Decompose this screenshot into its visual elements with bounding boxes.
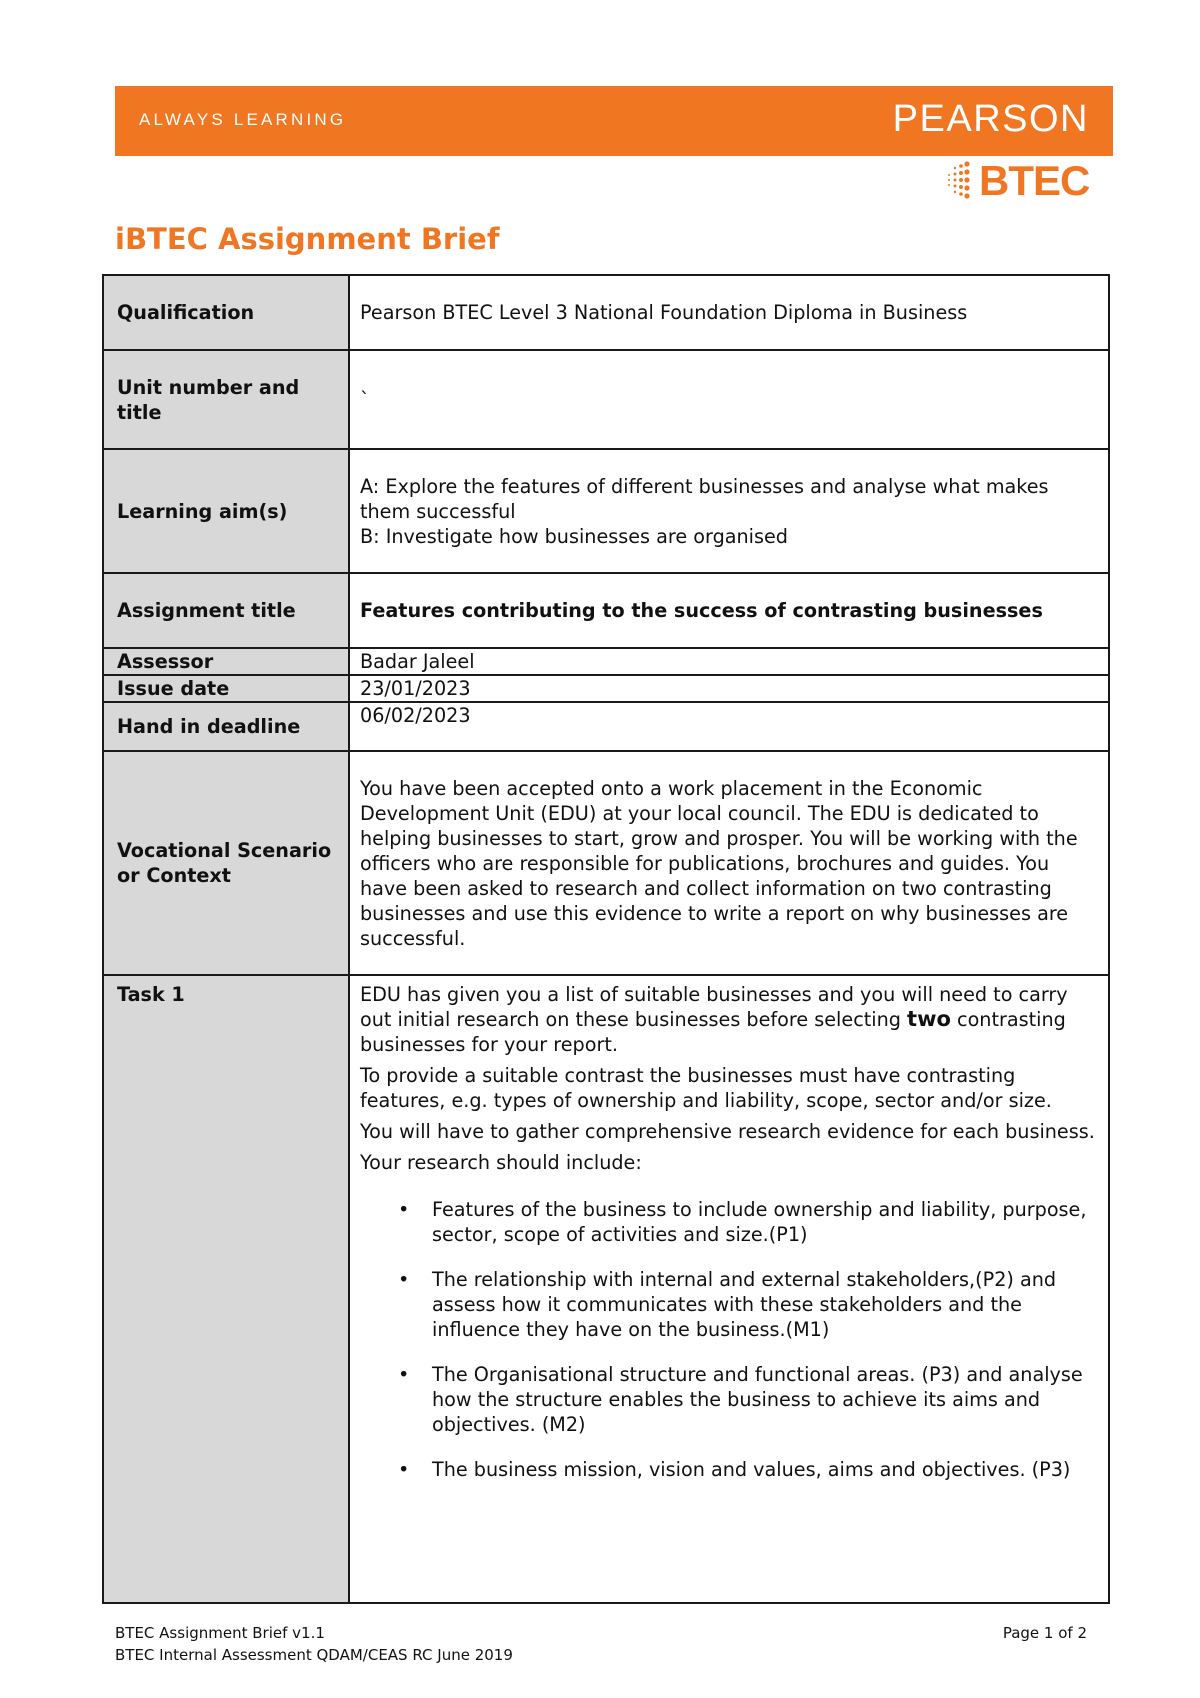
task1-para-2: To provide a suitable contrast the businesses must have contrasting features, e.g. types of ownership and liability, scope, sector and/or size. xyxy=(360,1064,1052,1112)
row-unit xyxy=(103,350,1109,449)
aim-a-text: : Explore the features of different businesses and analyse what makes them successful xyxy=(360,474,1049,523)
header-banner xyxy=(115,86,1113,156)
bullet-icon: • xyxy=(398,1363,410,1386)
document-title: iBTEC Assignment Brief xyxy=(115,222,500,256)
row-assignment-title xyxy=(103,573,1109,648)
deadline-label: Hand in deadline xyxy=(103,702,349,751)
scenario-text: You have been accepted onto a work placement in the Economic Development Unit (EDU) at your local council. The EDU is dedicated to helping businesses to start, grow and prosper. You will be working with the officers who are responsible for publications, brochures and guides. You have been asked to research and collect information on two contrasting businesses and use this evidence to write a report on why businesses are successful. xyxy=(349,751,1109,975)
task1-para-1-end: contrasting businesses for your report. xyxy=(360,1008,1066,1056)
row-assessor xyxy=(103,648,1109,675)
row-deadline xyxy=(103,702,1109,751)
list-item xyxy=(360,1267,1098,1342)
dotted-i-logo-icon xyxy=(945,160,975,202)
bullet-text: The Organisational structure and functional areas. (P3) and analyse how the structure enables the business to achieve its aims and objectives. (M2) xyxy=(432,1363,1083,1436)
btec-logo-text: BTEC xyxy=(979,157,1090,204)
assignment-title-value: Features contributing to the success of contrasting businesses xyxy=(349,573,1109,648)
deadline-value: 06/02/2023 xyxy=(349,702,1109,751)
task1-para-4: Your research should include: xyxy=(360,1151,642,1174)
bullet-icon: • xyxy=(398,1198,410,1221)
task1-para-1 xyxy=(360,982,1098,1057)
footer-version: BTEC Assignment Brief v1.1 xyxy=(115,1624,325,1642)
btec-logo xyxy=(945,156,1089,206)
assessor-value: Badar Jaleel xyxy=(349,648,1109,675)
bullet-text: The business mission, vision and values, aims and objectives. (P3) xyxy=(432,1458,1071,1481)
task1-para-3: You will have to gather comprehensive research evidence for each business. xyxy=(360,1120,1095,1143)
unit-value: ` xyxy=(349,350,1109,449)
scenario-label: Vocational Scenario or Context xyxy=(103,751,349,975)
bullet-text: Features of the business to include ownership and liability, purpose, sector, scope of activities and size.(P1) xyxy=(432,1198,1087,1246)
learning-aims-label: Learning aim(s) xyxy=(103,449,349,573)
task1-content xyxy=(349,975,1109,1603)
row-task-1 xyxy=(103,975,1109,1603)
footer-row xyxy=(115,1622,1087,1644)
row-qualification xyxy=(103,275,1109,350)
aim-b-key: B xyxy=(360,524,374,548)
bullet-icon: • xyxy=(398,1268,410,1291)
page-footer xyxy=(115,1622,1087,1666)
unit-label: Unit number and title xyxy=(103,350,349,449)
pearson-logo-text: PEARSON xyxy=(892,98,1089,140)
task1-emphasis: two xyxy=(907,1007,951,1031)
row-issue-date xyxy=(103,675,1109,702)
bullet-icon: • xyxy=(398,1458,410,1481)
bullet-text: The relationship with internal and external stakeholders,(P2) and assess how it communicates with these stakeholders and the influence they have on the business.(M1) xyxy=(432,1268,1057,1341)
task1-label: Task 1 xyxy=(103,975,349,1603)
issue-date-label: Issue date xyxy=(103,675,349,702)
issue-date-value: 23/01/2023 xyxy=(349,675,1109,702)
learning-aims-value xyxy=(349,449,1109,573)
footer-reference: BTEC Internal Assessment QDAM/CEAS RC June 2019 xyxy=(115,1646,513,1664)
task1-para-1-start: EDU has given you a list of suitable businesses and you will need to carry out initial research on these businesses before selecting xyxy=(360,983,1068,1031)
list-item xyxy=(360,1362,1098,1437)
qualification-label: Qualification xyxy=(103,275,349,350)
tagline: ALWAYS LEARNING xyxy=(139,110,347,129)
assessor-label: Assessor xyxy=(103,648,349,675)
task1-bullet-list xyxy=(360,1197,1098,1482)
list-item xyxy=(360,1197,1098,1247)
list-item xyxy=(360,1457,1098,1482)
aim-a-key: A xyxy=(360,474,373,498)
row-learning-aims xyxy=(103,449,1109,573)
row-scenario xyxy=(103,751,1109,975)
aim-a xyxy=(360,474,1098,524)
assignment-title-label: Assignment title xyxy=(103,573,349,648)
page-number: Page 1 of 2 xyxy=(1002,1624,1087,1642)
qualification-value: Pearson BTEC Level 3 National Foundation Diploma in Business xyxy=(349,275,1109,350)
assignment-brief-table xyxy=(102,274,1110,1604)
aim-b-text: : Investigate how businesses are organised xyxy=(373,524,788,548)
aim-b xyxy=(360,524,1098,549)
